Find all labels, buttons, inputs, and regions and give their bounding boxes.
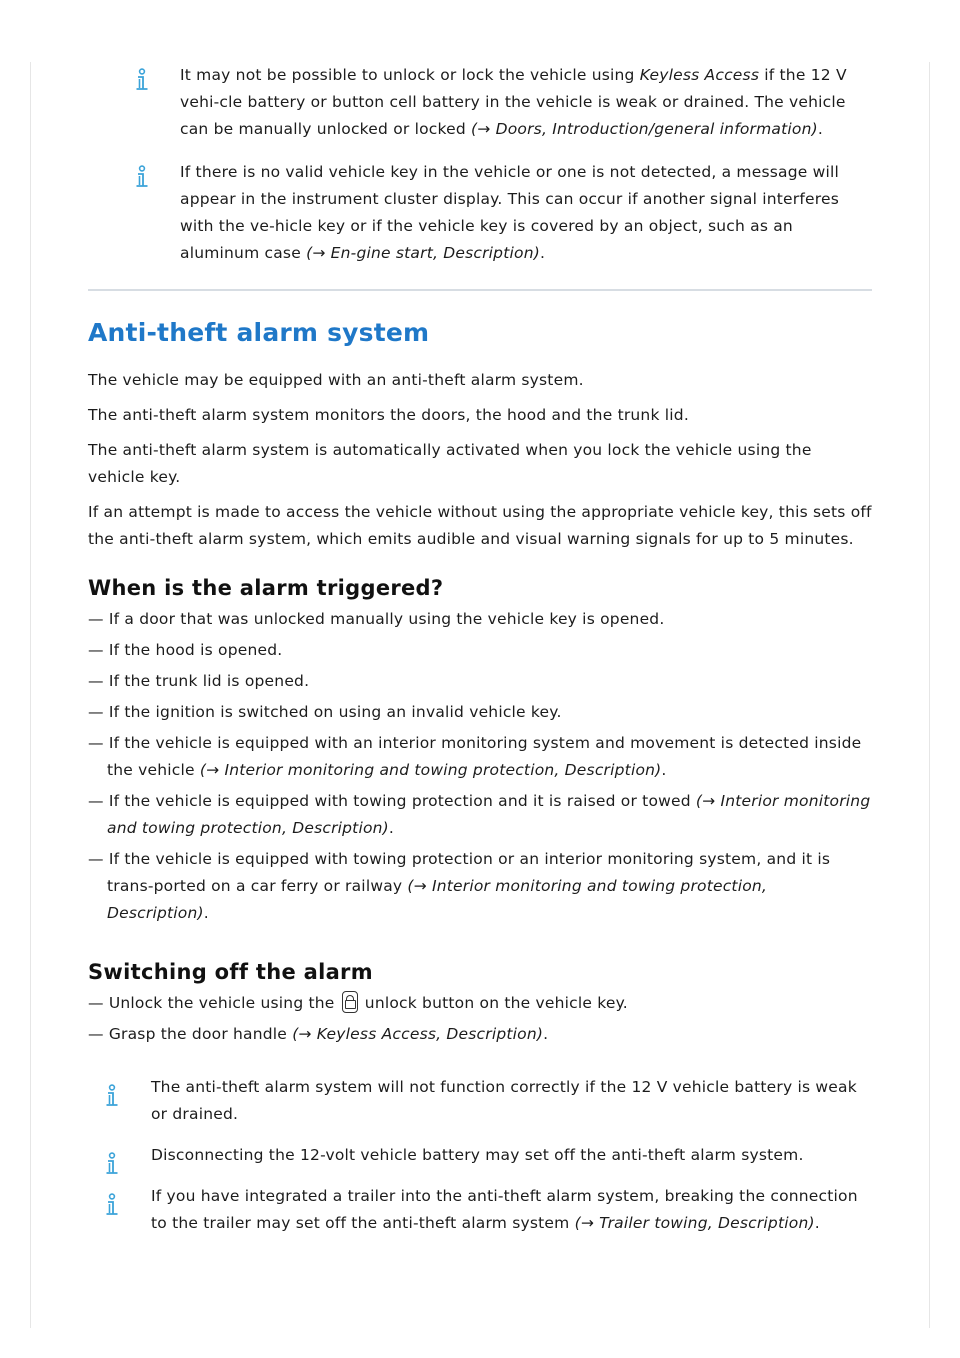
note-text: — If the hood is opened. — [88, 641, 283, 659]
note-text: . — [388, 819, 395, 837]
section-title: Anti-theft alarm system — [88, 318, 430, 347]
cross-reference[interactable]: (→ Interior monitoring and towing protection, Description) — [199, 761, 662, 779]
list-item — [88, 637, 872, 664]
list-item — [88, 730, 872, 784]
switching-off-list — [88, 990, 872, 1048]
list-item — [88, 788, 872, 842]
body-paragraph: The anti-theft alarm system is automatically activated when you lock the vehicle using the vehicle key. — [88, 441, 812, 486]
cross-reference[interactable]: (→ Interior monitoring and towing protection, Description) — [107, 877, 768, 922]
triggered-list — [88, 606, 872, 927]
page-frame-left — [30, 62, 31, 1328]
body-paragraph: The anti-theft alarm system monitors the doors, the hood and the trunk lid. — [88, 406, 689, 424]
body-paragraph: The vehicle may be equipped with an anti-theft alarm system. — [88, 371, 584, 389]
info-note — [88, 159, 872, 267]
manual-page — [88, 62, 872, 1237]
note-text: If there is no valid vehicle key in the vehicle or one is not detected, a message will appear in the instrument cluster display. This can occur if another signal interferes with the ve-hicle key or if the vehicle key is covered by an object, such as an aluminum case — [180, 163, 840, 262]
section-divider — [88, 289, 872, 291]
note-text: If you have integrated a trailer into the anti-theft alarm system, breaking the connection to the trailer may set off the anti-theft alarm system — [151, 1187, 858, 1232]
bottom-notes — [88, 1074, 872, 1237]
list-item-text: . — [543, 1025, 549, 1043]
note-text: — If a door that was unlocked manually using the vehicle key is opened. — [88, 610, 665, 628]
note-text: . — [203, 904, 209, 922]
list-item-text: — Unlock the vehicle using the — [88, 994, 340, 1012]
note-text: . — [661, 761, 667, 779]
page-frame-right — [929, 62, 930, 1328]
note-text: — If the trunk lid is opened. — [88, 672, 310, 690]
info-icon — [134, 165, 150, 189]
info-note — [88, 1183, 872, 1237]
switching-off-heading: Switching off the alarm — [88, 960, 373, 984]
list-item — [88, 1021, 872, 1048]
note-text: — If the ignition is switched on using an invalid vehicle key. — [88, 703, 562, 721]
list-item — [88, 606, 872, 633]
note-text: It may not be possible to unlock or lock the vehicle using — [180, 66, 640, 84]
info-note — [88, 1074, 872, 1128]
unlock-icon — [342, 991, 358, 1013]
info-note — [88, 62, 872, 143]
info-note — [88, 1142, 872, 1169]
info-icon — [104, 1084, 120, 1108]
body-paragraph: If an attempt is made to access the vehicle without using the appropriate vehicle key, this sets off the anti-theft alarm system, which emits audible and visual warning signals for up to 5 minutes. — [88, 503, 872, 548]
info-icon — [104, 1193, 120, 1217]
note-text: — If the vehicle is equipped with towing protection and it is raised or towed — [88, 792, 696, 810]
cross-reference[interactable]: Keyless Access — [639, 66, 760, 84]
cross-reference[interactable]: (→ Doors, Introduction/general information) — [471, 120, 818, 138]
note-text: Disconnecting the 12-volt vehicle battery may set off the anti-theft alarm system. — [151, 1146, 804, 1164]
intro-paragraphs — [88, 367, 872, 553]
info-icon — [134, 68, 150, 92]
cross-reference[interactable]: (→ Interior monitoring and towing protection, Description) — [107, 792, 871, 837]
cross-reference[interactable]: (→ Trailer towing, Description) — [574, 1214, 815, 1232]
triggered-heading: When is the alarm triggered? — [88, 576, 444, 600]
note-text: . — [814, 1214, 820, 1232]
note-text: if the 12 V vehi-cle battery or button cell battery in the vehicle is weak or drained. The vehicle can be manually unlocked or locked — [180, 66, 847, 138]
note-text: — If the vehicle is equipped with towing protection or an interior monitoring system, and it is trans-ported on a car ferry or railway — [88, 850, 831, 895]
note-text: — If the vehicle is equipped with an interior monitoring system and movement is detected inside the vehicle — [88, 734, 862, 779]
list-item-text: unlock button on the vehicle key. — [359, 994, 628, 1012]
list-item — [88, 699, 872, 726]
info-icon — [104, 1152, 120, 1176]
list-item — [88, 990, 872, 1017]
top-notes — [88, 62, 872, 267]
cross-reference[interactable]: (→ Keyless Access, Description) — [292, 1025, 544, 1043]
list-item — [88, 846, 872, 927]
note-text: The anti-theft alarm system will not function correctly if the 12 V vehicle battery is weak or drained. — [151, 1078, 857, 1123]
note-text: . — [539, 244, 546, 262]
list-item-text: — Grasp the door handle — [88, 1025, 293, 1043]
cross-reference[interactable]: (→ En-gine start, Description) — [306, 244, 540, 262]
list-item — [88, 668, 872, 695]
note-text: . — [817, 120, 823, 138]
